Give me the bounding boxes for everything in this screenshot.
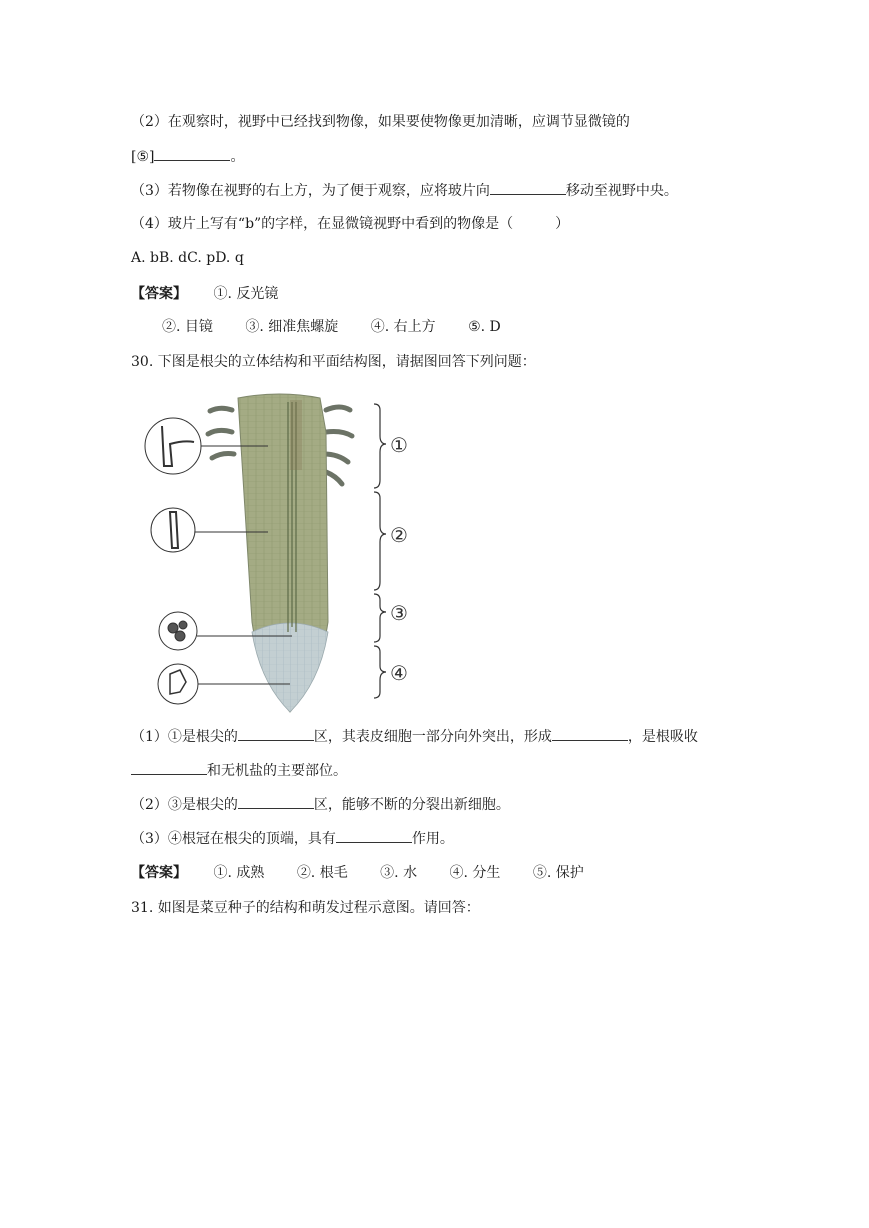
q30-part3-suffix: 作用。 bbox=[411, 831, 454, 847]
zone-label-4: ④ bbox=[390, 661, 408, 685]
q31-stem: 31. 如图是菜豆种子的结构和萌发过程示意图。请回答： bbox=[131, 900, 480, 916]
q30-part1-mid: 区，其表皮细胞一部分向外突出，形成 bbox=[313, 729, 552, 745]
q29-part4: （4）玻片上写有“b”的字样，在显微镜视野中看到的物像是（ ） bbox=[131, 216, 570, 232]
q30-stem: 30. 下图是根尖的立体结构和平面结构图，请据图回答下列问题： bbox=[131, 354, 536, 370]
answer-item: ①. 成熟 bbox=[213, 865, 265, 881]
answer-blank[interactable] bbox=[552, 726, 628, 741]
root-tip-figure bbox=[140, 392, 440, 722]
answer-label: 【答案】 bbox=[131, 865, 187, 881]
answer-blank[interactable] bbox=[336, 828, 412, 843]
q30-part3-prefix: （3）④根冠在根尖的顶端，具有 bbox=[131, 831, 336, 847]
q29-options: A. bB. dC. pD. q bbox=[131, 250, 244, 266]
q30-answer-row bbox=[131, 863, 584, 883]
q30-part1-suffix: ，是根吸收 bbox=[627, 729, 698, 745]
answer-blank[interactable] bbox=[490, 180, 566, 195]
answer-item: ④. 右上方 bbox=[370, 319, 436, 335]
q29-part2-line1: （2）在观察时，视野中已经找到物像，如果要使物像更加清晰，应调节显微镜的 bbox=[131, 114, 630, 130]
q29-answer-row1 bbox=[131, 284, 278, 304]
q30-part1-prefix: （1）①是根尖的 bbox=[131, 729, 238, 745]
zone-braces bbox=[374, 404, 386, 698]
answer-blank[interactable] bbox=[238, 794, 314, 809]
q29-part2-prefix: [⑤] bbox=[131, 149, 155, 165]
q29-part2-suffix: 。 bbox=[230, 149, 245, 165]
q30-part1-line1 bbox=[131, 726, 698, 747]
q30-part1-line2-suffix: 和无机盐的主要部位。 bbox=[207, 763, 347, 779]
q30-part2 bbox=[131, 794, 510, 815]
q29-part3 bbox=[131, 180, 678, 201]
answer-item: ③. 细准焦螺旋 bbox=[245, 319, 339, 335]
answer-blank[interactable] bbox=[154, 146, 230, 161]
answer-item: ③. 水 bbox=[380, 865, 418, 881]
q29-part2-line2 bbox=[131, 146, 244, 167]
q30-part1-line2 bbox=[131, 760, 347, 781]
answer-item: ④. 分生 bbox=[449, 865, 501, 881]
zone-label-2: ② bbox=[390, 523, 408, 547]
q30-part2-suffix: 区，能够不断的分裂出新细胞。 bbox=[313, 797, 510, 813]
answer-item: ①. 反光镜 bbox=[213, 286, 279, 302]
answer-blank[interactable] bbox=[238, 726, 314, 741]
q29-answer-row2 bbox=[162, 317, 501, 337]
q30-part3 bbox=[131, 828, 454, 849]
answer-item: ②. 根毛 bbox=[296, 865, 348, 881]
q30-part2-prefix: （2）③是根尖的 bbox=[131, 797, 238, 813]
answer-item: ⑤. 保护 bbox=[532, 865, 584, 881]
q29-part3-suffix: 移动至视野中央。 bbox=[565, 183, 678, 199]
zone-label-1: ① bbox=[390, 433, 408, 457]
zone-label-3: ③ bbox=[390, 601, 408, 625]
answer-item: ⑤. D bbox=[468, 319, 501, 335]
answer-blank[interactable] bbox=[131, 760, 207, 775]
answer-item: ②. 目镜 bbox=[162, 319, 213, 335]
answer-label: 【答案】 bbox=[131, 286, 187, 302]
q29-part3-prefix: （3）若物像在视野的右上方，为了便于观察，应将玻片向 bbox=[131, 183, 490, 199]
